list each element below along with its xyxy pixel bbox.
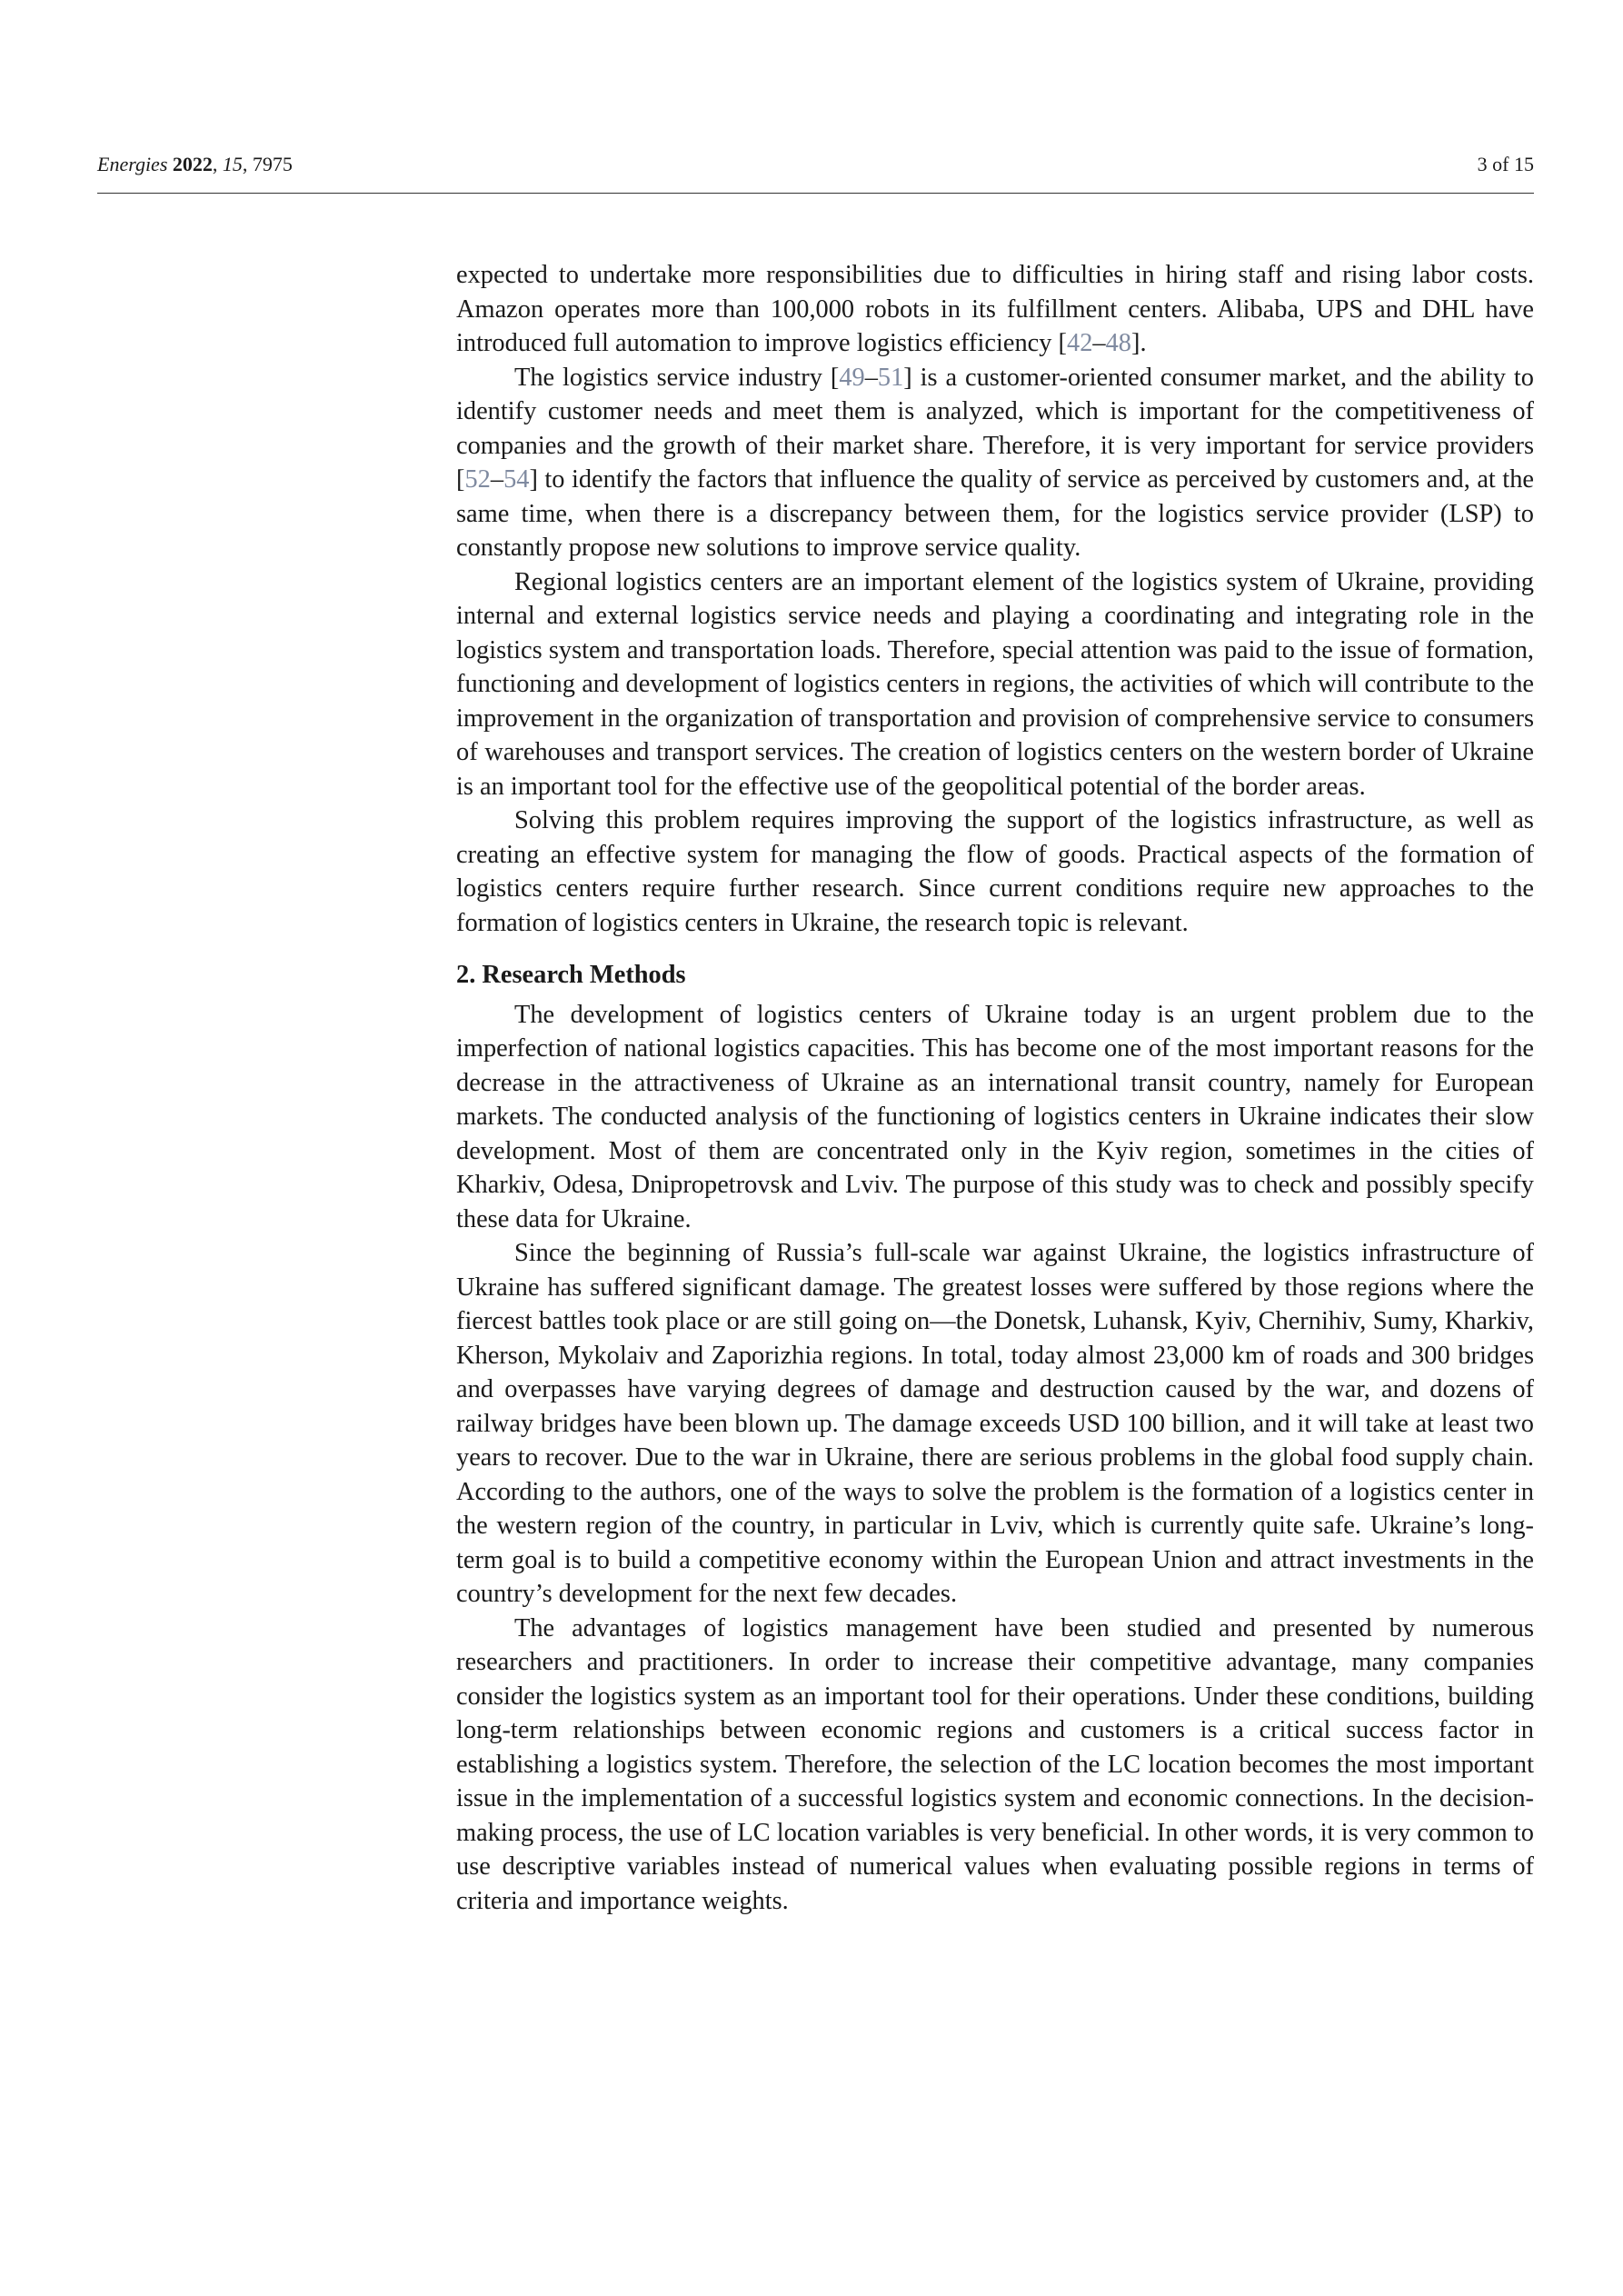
paragraph: Regional logistics centers are an important element of the logistics system of Ukraine, providing internal and external logistics service needs and playing a coordinating and integrating role in the logistics system and transportation loads. Therefore, special attention was paid to the issue of formation, functioning and development of logistics centers in regions, the activities of which will contribute to the improvement in the organization of transportation and provision of comprehensive service to consumers of warehouses and transport services. The creation of logistics centers on the western border of Ukraine is an important tool for the effective use of the geopolitical potential of the border areas. — [456, 567, 1534, 801]
paragraph-text: ]. — [1131, 329, 1147, 357]
journal-name: Energies — [97, 153, 168, 175]
citation-link[interactable]: 42 — [1067, 329, 1093, 357]
paragraph-text: ] to identify the factors that influence the quality of service as perceived by customers and, at the same time, when there is a discrepancy between them, for the logistics service provider (LSP) to constantly propose new solutions to improve service quality. — [456, 465, 1534, 562]
citation-link[interactable]: 49 — [839, 363, 865, 392]
paragraph-text: The logistics service industry [ — [514, 363, 840, 392]
citation-link[interactable]: 48 — [1105, 329, 1131, 357]
citation-dash: – — [490, 465, 504, 494]
paragraph-continuation — [456, 258, 1534, 361]
paragraph-text: ] is a customer-oriented consumer market, and the ability to identify customer needs and meet them is analyzed, which is important for the competitiveness of companies and the growth of their market share. Therefore, it is very important for service providers [ — [456, 363, 1534, 494]
paragraph: Since the beginning of Russia’s full-scale war against Ukraine, the logistics infrastructure of Ukraine has suffered significant damage. The greatest losses were suffered by those regions where the fiercest battles took place or are still going on—the Donetsk, Luhansk, Kyiv, Chernihiv, Sumy, Kharkiv, Kherson, Mykolaiv and Zaporizhia regions. In total, today almost 23,000 km of roads and 300 bridges and overpasses have varying degrees of damage and destruction caused by the war, and dozens of railway bridges have been blown up. The damage exceeds USD 100 billion, and it will take at least two years to recover. Due to the war in Ukraine, there are serious problems in the global food supply chain. According to the authors, one of the ways to solve the problem is the formation of a logistics center in the western region of the country, in particular in Lviv, which is currently quite safe. Ukraine’s long-term goal is to build a competitive economy within the European Union and attract investments in the country’s development for the next few decades. — [456, 1239, 1534, 1608]
article-body — [456, 258, 1534, 1918]
paragraph: The advantages of logistics management have been studied and presented by numerous researchers and practitioners. In order to increase their competitive advantage, many companies consider the logistics system as an important tool for their operations. Under these conditions, building long-term relationships between economic regions and customers is a critical success factor in establishing a logistics system. Therefore, the selection of the LC location becomes the most important issue in the implementation of a successful logistics system and economic connections. In the decision-making process, the use of LC location variables is very beneficial. In other words, it is very common to use descriptive variables instead of numerical values when evaluating possible regions in terms of criteria and importance weights. — [456, 1613, 1534, 1915]
paragraph: Solving this problem requires improving the support of the logistics infrastructure, as well as creating an effective system for managing the flow of goods. Practical aspects of the formation of logistics centers require further research. Since current conditions require new approaches to the formation of logistics centers in Ukraine, the research topic is relevant. — [456, 806, 1534, 937]
citation-dash: – — [1092, 329, 1106, 357]
citation-link[interactable]: 54 — [503, 465, 530, 494]
page-header — [97, 151, 1534, 187]
paragraph-text: expected to undertake more responsibilities due to difficulties in hiring staff and rising labor costs. Amazon operates more than 100,000 robots in its fulfillment centers. Alibaba, UPS and DHL have introduced full automation to improve logistics efficiency [ — [456, 261, 1534, 357]
paragraph: The development of logistics centers of Ukraine today is an urgent problem due to the imperfection of national logistics capacities. This has become one of the most important reasons for the decrease in the attractiveness of Ukraine as an international transit country, namely for European markets. The conducted analysis of the functioning of logistics centers in Ukraine indicates their slow development. Most of them are concentrated only in the Kyiv region, sometimes in the cities of Kharkiv, Odesa, Dnipropetrovsk and Lviv. The purpose of this study was to check and possibly specify these data for Ukraine. — [456, 1000, 1534, 1233]
journal-citation: Energies 2022, 15, 7975 — [97, 153, 293, 175]
page-number: 3 of 15 — [1477, 153, 1534, 175]
section-heading: 2. Research Methods — [456, 961, 686, 989]
journal-volume: 15 — [222, 153, 243, 175]
citation-link[interactable]: 51 — [877, 363, 904, 392]
citation-link[interactable]: 52 — [464, 465, 491, 494]
paragraph — [456, 361, 1534, 565]
journal-year: 2022 — [172, 153, 213, 175]
header-divider — [97, 193, 1534, 194]
citation-dash: – — [864, 363, 878, 392]
journal-article: , 7975 — [242, 153, 293, 175]
